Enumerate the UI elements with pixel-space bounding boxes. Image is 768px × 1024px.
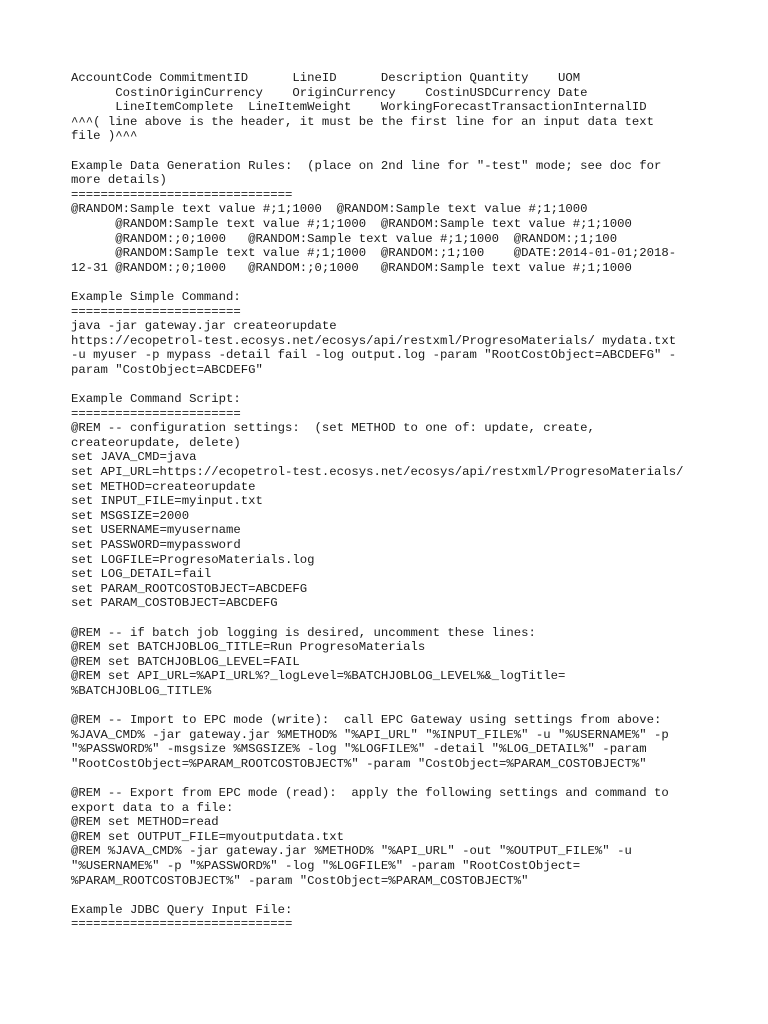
blank-line: [71, 275, 731, 290]
set-param-rootcostobject: set PARAM_ROOTCOSTOBJECT=ABCDEFG: [71, 581, 308, 596]
import-comment: @REM -- Import to EPC mode (write): call EPC Gateway using settings from above:: [71, 713, 662, 728]
blank-line: [71, 377, 731, 392]
set-api-url: set API_URL=https://ecopetrol-test.ecosys.net/ecosys/api/restxml/ProgresoMaterials/: [71, 465, 684, 480]
data-rules-underline: ==============================: [71, 187, 293, 202]
data-rules-line-2: @RANDOM:Sample text value #;1;1000 @RANDOM:Sample text value #;1;1000: [71, 216, 632, 231]
simple-command-line-2: https://ecopetrol-test.ecosys.net/ecosys/api/restxml/ProgresoMaterials/ mydata.txt: [71, 333, 677, 348]
blank-line: [71, 611, 731, 626]
set-java-cmd: set JAVA_CMD=java: [71, 450, 197, 465]
set-password: set PASSWORD=mypassword: [71, 538, 241, 552]
set-param-costobject: set PARAM_COSTOBJECT=ABCDEFG: [71, 596, 278, 611]
command-script-underline: =======================: [71, 406, 241, 421]
batch-logging-comment: @REM -- if batch job logging is desired, uncomment these lines:: [71, 625, 536, 640]
import-command-line-3: "RootCostObject=%PARAM_ROOTCOSTOBJECT%" -param "CostObject=%PARAM_COSTOBJECT%": [71, 756, 647, 771]
export-command-line-3: %PARAM_ROOTCOSTOBJECT%" -param "CostObject=%PARAM_COSTOBJECT%": [71, 873, 529, 888]
data-rules-line-3: @RANDOM:;0;1000 @RANDOM:Sample text value #;1;1000 @RANDOM:;1;100: [71, 231, 618, 246]
blank-line: [71, 699, 731, 714]
simple-command-line-3: -u myuser -p mypass -detail fail -log output.log -param "RootCostObject=ABCDEFG" -: [71, 348, 677, 363]
header-columns-line-3: LineItemComplete LineItemWeight WorkingForecastTransactionInternalID: [71, 100, 647, 115]
set-log-detail: set LOG_DETAIL=fail: [71, 567, 212, 582]
import-command-line-2: "%PASSWORD%" -msgsize %MSGSIZE% -log "%LOGFILE%" -detail "%LOG_DETAIL%" -param: [71, 742, 647, 757]
batch-logging-title: @REM set BATCHJOBLOG_TITLE=Run ProgresoMaterials: [71, 640, 426, 655]
data-rules-line-4: @RANDOM:Sample text value #;1;1000 @RANDOM:;1;100 @DATE:2014-01-01;2018-: [71, 246, 677, 261]
batch-logging-api-url-line-1: @REM set API_URL=%API_URL%?_logLevel=%BATCHJOBLOG_LEVEL%&_logTitle=: [71, 669, 566, 684]
simple-command-line-4: param "CostObject=ABCDEFG": [71, 362, 263, 377]
export-comment-line-2: export data to a file:: [71, 800, 234, 815]
header-note-line-1: ^^^( line above is the header, it must be the first line for an input data text: [71, 114, 654, 129]
set-method: set METHOD=createorupdate: [71, 479, 256, 494]
simple-command-underline: =======================: [71, 304, 241, 319]
config-comment-line-1: @REM -- configuration settings: (set METHOD to one of: update, create,: [71, 421, 595, 436]
export-command-line-2: "%USERNAME%" -p "%PASSWORD%" -log "%LOGFILE%" -param "RootCostObject=: [71, 859, 581, 874]
simple-command-line-1: java -jar gateway.jar createorupdate: [71, 319, 337, 334]
jdbc-heading: Example JDBC Query Input File:: [71, 902, 293, 917]
header-columns-line-2: CostinOriginCurrency OriginCurrency CostinUSDCurrency Date: [71, 85, 588, 100]
command-script-heading: Example Command Script:: [71, 392, 241, 407]
blank-line: [71, 888, 731, 903]
set-username: set USERNAME=myusername: [71, 523, 241, 538]
config-comment-line-2: createorupdate, delete): [71, 435, 241, 450]
data-rules-heading-line-1: Example Data Generation Rules: (place on 2nd line for "-test" mode; see doc for: [71, 158, 662, 173]
set-input-file: set INPUT_FILE=myinput.txt: [71, 494, 263, 509]
header-columns-line-1: AccountCode CommitmentID LineID Description Quantity UOM: [71, 71, 581, 85]
batch-logging-api-url-line-2: %BATCHJOBLOG_TITLE%: [71, 683, 212, 698]
document-page: [71, 71, 731, 932]
data-rules-line-1: @RANDOM:Sample text value #;1;1000 @RANDOM:Sample text value #;1;1000: [71, 202, 588, 217]
set-msgsize: set MSGSIZE=2000: [71, 508, 190, 523]
header-note-line-2: file )^^^: [71, 129, 138, 144]
export-command-line-1: @REM %JAVA_CMD% -jar gateway.jar %METHOD% "%API_URL" -out "%OUTPUT_FILE%" -u: [71, 844, 632, 859]
export-set-method: @REM set METHOD=read: [71, 815, 219, 830]
simple-command-heading: Example Simple Command:: [71, 289, 241, 304]
export-set-output-file: @REM set OUTPUT_FILE=myoutputdata.txt: [71, 829, 345, 844]
set-logfile: set LOGFILE=ProgresoMaterials.log: [71, 552, 315, 567]
blank-line: [71, 144, 731, 159]
data-rules-heading-line-2: more details): [71, 173, 167, 188]
jdbc-underline: ==============================: [71, 917, 293, 932]
export-comment-line-1: @REM -- Export from EPC mode (read): apply the following settings and command to: [71, 786, 669, 801]
import-command-line-1: %JAVA_CMD% -jar gateway.jar %METHOD% "%API_URL" "%INPUT_FILE%" -u "%USERNAME%" -p: [71, 727, 669, 742]
blank-line: [71, 772, 731, 787]
data-rules-line-5: 12-31 @RANDOM:;0;1000 @RANDOM:;0;1000 @RANDOM:Sample text value #;1;1000: [71, 260, 632, 275]
batch-logging-level: @REM set BATCHJOBLOG_LEVEL=FAIL: [71, 654, 300, 669]
